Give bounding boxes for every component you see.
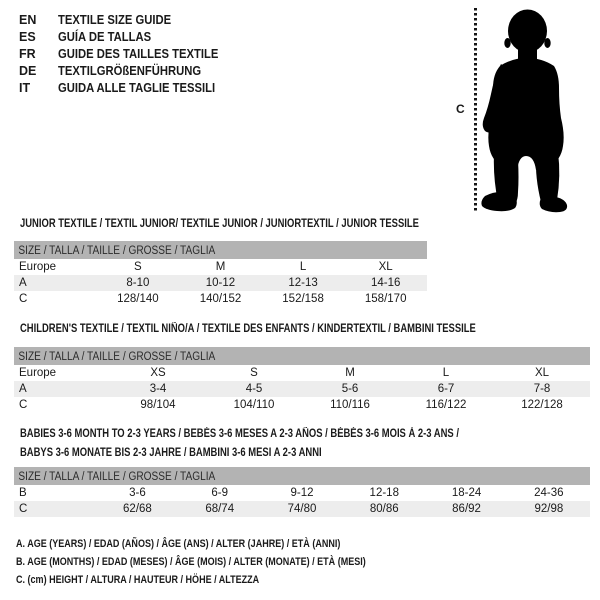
babies-textile-section [14,425,590,517]
size-cell: XS [150,367,166,379]
children-size-table [14,347,590,413]
size-header-label: SIZE / TALLA / TAILLE / GRÖSSE / TAGLIA [18,245,216,257]
legend-footnotes [16,535,443,589]
size-cell: 140/152 [199,293,242,305]
size-cell: 80/86 [369,503,399,515]
size-cell: 86/92 [452,503,481,515]
size-cell: XL [534,367,550,379]
size-header-row [14,241,427,259]
size-cell: 18-24 [451,487,482,499]
toddler-silhouette-image [478,6,574,213]
babies-section-title-line1: BABIES 3-6 MONTH TO 2-3 YEARS / BEBÉS 3-6 MESES A 2-3 AÑOS / BÉBÉS 3-6 MOIS À 2-3 ANS / [20,428,459,440]
size-cell: 24-36 [534,487,564,499]
lang-code: ES [19,30,36,44]
size-cell: 7-8 [533,383,551,395]
size-cell: 110/116 [330,399,370,411]
size-cell: 9-12 [290,487,314,499]
row-label: B [19,487,27,499]
babies-size-table [14,467,590,517]
size-header-bar [14,467,590,485]
size-cell: 128/140 [117,293,159,305]
size-cell: 74/80 [287,503,317,515]
footnote-height: C. (cm) HEIGHT / ALTURA / HAUTEUR / HÖHE / ALTEZZA [16,574,260,586]
lang-label: GUÍA DE TALLAS [58,30,152,44]
size-cell: S [250,367,258,379]
size-cell: 152/158 [282,293,324,305]
lang-label: GUIDA ALLE TAGLIE TESSILI [58,81,216,95]
footnote-age-months: B. AGE (MONTHS) / EDAD (MESES) / ÂGE (MOIS) / ALTER (MONATE) / ETÀ (MESI) [16,556,366,568]
lang-row-it [19,80,236,97]
size-cell: 6-9 [211,487,229,499]
lang-row-en [19,12,236,29]
lang-label: GUIDE DES TAILLES TEXTILE [58,47,219,61]
table-row-age [14,381,590,397]
size-cell: 68/74 [205,503,235,515]
size-cell: L [442,367,450,379]
row-label: A [19,277,27,289]
table-row-height [14,291,427,307]
size-cell: XL [378,261,393,273]
row-label: Europe [19,367,57,379]
height-measure-dashed-line [474,8,477,213]
lang-label: TEXTILE SIZE GUIDE [58,13,172,27]
height-measure-label: C [456,102,465,116]
size-header-bar [14,241,427,259]
size-header-label: SIZE / TALLA / TAILLE / GRÖSSE / TAGLIA [18,471,216,483]
lang-row-es [19,29,236,46]
lang-code: FR [19,47,36,61]
size-cell: 3-4 [149,383,167,395]
size-cell: 98/104 [140,399,176,411]
table-row-height [14,397,590,413]
row-label: C [19,399,28,411]
size-header-bar [14,347,590,365]
children-textile-section [14,320,590,413]
babies-section-title-line2: BABYS 3-6 MONATE BIS 2-3 JAHRE / BAMBINI 3-6 MESI A 2-3 ANNI [20,447,322,459]
size-cell: M [345,367,355,379]
size-header-row [14,347,590,365]
size-cell: 12-18 [369,487,399,499]
size-cell: 8-10 [126,277,150,289]
table-row-europe [14,365,590,381]
row-label: A [19,383,27,395]
size-cell: S [134,261,142,273]
lang-row-fr [19,46,236,63]
size-cell: 158/170 [364,293,407,305]
size-header-row [14,467,590,485]
size-cell: 122/128 [521,399,563,411]
row-label: C [19,503,28,515]
size-cell: M [215,261,226,273]
table-row-age [14,275,427,291]
lang-label: TEXTILGRÖßENFÜHRUNG [58,64,202,78]
size-cell: 14-16 [370,277,401,289]
lang-row-de [19,63,236,80]
size-cell: 62/68 [123,503,152,515]
language-header [19,12,236,97]
table-row-height [14,501,590,517]
lang-code: EN [19,13,37,27]
size-cell: 116/122 [425,399,467,411]
table-row-age-months [14,485,590,501]
size-cell: 5-6 [341,383,359,395]
junior-size-table [14,241,427,307]
lang-code: IT [19,81,31,95]
size-cell: 3-6 [129,487,146,499]
size-cell: 104/110 [233,399,275,411]
junior-section-title: JUNIOR TEXTILE / TEXTIL JUNIOR/ TEXTILE JUNIOR / JUNIORTEXTIL / JUNIOR TESSILE [20,218,419,230]
junior-textile-section [14,215,427,307]
children-section-title: CHILDREN'S TEXTILE / TEXTIL NIÑO/A / TEXTILE DES ENFANTS / KINDERTEXTIL / BAMBINI TESSILE [20,323,476,335]
table-row-europe [14,259,427,275]
row-label: C [19,293,28,305]
footnote-age-years: A. AGE (YEARS) / EDAD (AÑOS) / ÂGE (ANS) / ALTER (JAHRE) / ETÀ (ANNI) [16,538,341,550]
size-cell: 4-5 [245,383,263,395]
size-cell: L [299,261,307,273]
lang-code: DE [19,64,37,78]
size-cell: 10-12 [205,277,236,289]
size-cell: 92/98 [534,503,564,515]
size-header-label: SIZE / TALLA / TAILLE / GRÖSSE / TAGLIA [18,351,216,363]
size-cell: 6-7 [437,383,455,395]
row-label: Europe [19,261,57,273]
size-cell: 12-13 [288,277,318,289]
